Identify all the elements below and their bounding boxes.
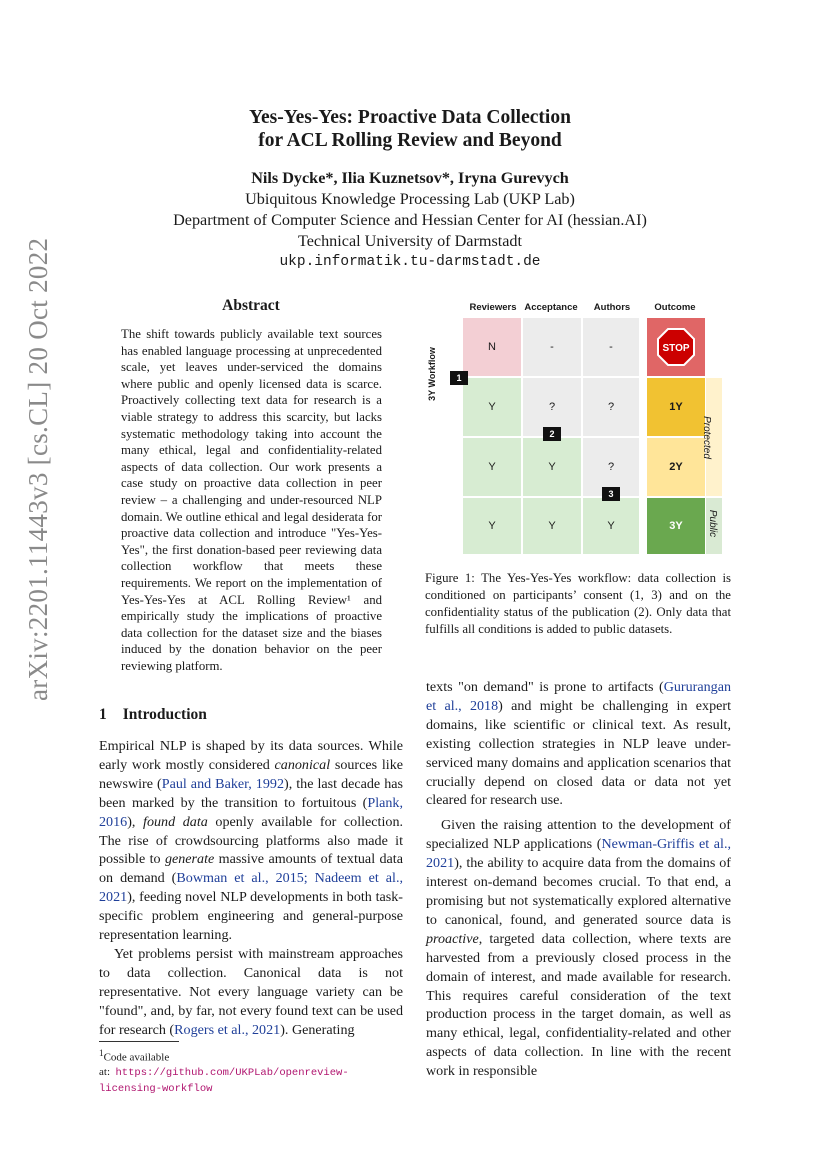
footnote-rule (99, 1041, 179, 1042)
cell-reviewers-3: Y (463, 438, 521, 496)
citation-link[interactable]: Paul and Baker, 1992 (161, 775, 284, 792)
step-badge-3: 3 (602, 487, 620, 501)
footnote (99, 1046, 405, 1096)
cell-authors-2: ? (583, 378, 639, 436)
citation-link[interactable]: Plank, 2016 (99, 794, 403, 830)
workflow-label: 3Y Workflow (427, 347, 437, 401)
cell-reviewers-1: N (463, 318, 521, 376)
cell-authors-1: - (583, 318, 639, 376)
right-column (426, 678, 731, 1081)
intro-paragraph-2: Yet problems persist with mainstream approaches to data collection. Canonical data is not representative. Not every language variety can be "found", and, by far, not every found text can be used for research (Rogers et al., 2021). Generating (99, 945, 403, 1038)
author-names: Nils Dycke*, Ilia Kuznetsov*, Iryna Gurevych (251, 169, 569, 187)
citation-link[interactable]: Gururangan et al., 2018 (426, 679, 731, 714)
arxiv-stamp: arXiv:2201.11443v3 [cs.CL] 20 Oct 2022 (23, 237, 53, 701)
author-lab: Ubiquitous Knowledge Processing Lab (UKP Lab) (245, 190, 575, 208)
cell-acceptance-3: Y (523, 438, 581, 496)
intro-paragraph-1: Empirical NLP is shaped by its data sources. While early work mostly considered canonical sources like newswire (Paul and Baker, 1992), the last decade has been marked by the transition to fortuitous (Plank, 2016), found data openly available for collection. The rise of crowdsourcing platforms also made it possible to generate massive amounts of textual data on demand (Bowman et al., 2015; Nadeem et al., 2021), feeding novel NLP developments in both task-specific problem engineering and general-purpose representation learning. (99, 738, 404, 944)
header-outcome: Outcome (654, 302, 696, 313)
cell-acceptance-4: Y (523, 498, 581, 554)
stop-sign-icon (656, 327, 696, 367)
citation-link[interactable]: Newman-Griffis et al., 2021 (426, 836, 732, 872)
title-line-1: Yes-Yes-Yes: Proactive Data Collection (249, 107, 571, 128)
cell-reviewers-2: Y (463, 378, 521, 436)
author-block (150, 168, 670, 273)
cell-outcome-3y: 3Y (647, 498, 705, 554)
author-department: Department of Computer Science and Hessian Center for AI (hessian.AI) (173, 211, 647, 229)
right-paragraph-1: texts "on demand" is prone to artifacts (Gururangan et al., 2018) and might be challenging in expert domains, like scientific or clinical text. As result, existing collection strategies in NLP leave under-serviced many domains and application scenarios that crucially depend on closed data or data not yet cleared for research use. (426, 679, 731, 809)
right-paragraph-2: Given the raising attention to the development of specialized NLP applications (Newman-Griffis et al., 2021), the ability to acquire data from the domains of interest on-demand becomes crucial. To that end, a promising but not systematically explored alternative to canonical, found, and generated source data is proactive, targeted data collection, where texts are harvested from a previously closed process in the domain of interest, and made available for research. This requires careful consideration of the text production process in the target domain, as well as many ethical, legal, confidentiality-related and other aspects of data collection. In line with the recent work in responsible (426, 817, 732, 1080)
cell-authors-4: Y (583, 498, 639, 554)
section-title: Introduction (122, 706, 207, 723)
author-university: Technical University of Darmstadt (297, 232, 523, 250)
citation-link[interactable]: Bowman et al., 2015; Nadeem et al., 2021 (99, 870, 403, 906)
cell-authors-3: ? (583, 438, 639, 496)
paper-title (150, 106, 670, 152)
cell-acceptance-1: - (523, 318, 581, 376)
header-reviewers: Reviewers (469, 302, 517, 313)
cell-acceptance-2: ? (523, 378, 581, 436)
footnote-label: Code available at: (99, 1051, 170, 1079)
figure-caption: Figure 1: The Yes-Yes-Yes workflow: data collection is conditioned on participants’ consent (1, 3) and on the confidentiality status of the publication (2). Only data that fulfills all conditions is added to public datasets. (425, 571, 731, 636)
abstract-paragraph: The shift towards publicly available text sources has enabled language processing at unprecedented scale, yet leaves under-serviced the domains where public and openly licensed data is scarce. Proactively collecting text data for research is a viable strategy to address this scarcity, but lacks systematic methodology taking into account the many ethical, legal and confidentiality-related aspects of data collection. Our work presents a case study on proactive data collection in peer review – a challenging and under-resourced NLP domain. We outline ethical and legal desiderata for proactive data collection and introduce "Yes-Yes-Yes", the first donation-based peer reviewing data collection workflow that meets these requirements. We report on the implementation of Yes-Yes-Yes at ACL Rolling Review¹ and empirically study the implications of proactive data collection for the dataset size and the biases induced by the donation behavior on the peer reviewing platform. (121, 327, 382, 673)
svg-text:STOP: STOP (662, 343, 690, 354)
abstract-heading: Abstract (222, 297, 280, 314)
footnote-mark: 1 (99, 1048, 104, 1058)
step-badge-1: 1 (450, 371, 468, 385)
cell-outcome-2y: 2Y (647, 438, 705, 496)
cell-outcome-stop (647, 318, 705, 376)
section-number: 1 (99, 706, 107, 723)
workflow-figure (425, 296, 731, 558)
cell-outcome-1y: 1Y (647, 378, 705, 436)
protected-label: Protected (700, 416, 712, 459)
left-column (99, 737, 403, 1040)
section-heading (99, 706, 223, 724)
abstract-text (121, 326, 382, 674)
footnote-url[interactable]: https://github.com/UKPLab/openreview-licensing-workflow (99, 1067, 349, 1095)
step-badge-2: 2 (543, 427, 561, 441)
citation-link[interactable]: Rogers et al., 2021 (174, 1021, 281, 1038)
author-url[interactable]: ukp.informatik.tu-darmstadt.de (279, 254, 541, 270)
header-authors: Authors (593, 302, 631, 313)
title-line-2: for ACL Rolling Review and Beyond (258, 130, 562, 151)
header-acceptance: Acceptance (524, 302, 578, 313)
cell-reviewers-4: Y (463, 498, 521, 554)
public-label: Public (707, 509, 719, 538)
